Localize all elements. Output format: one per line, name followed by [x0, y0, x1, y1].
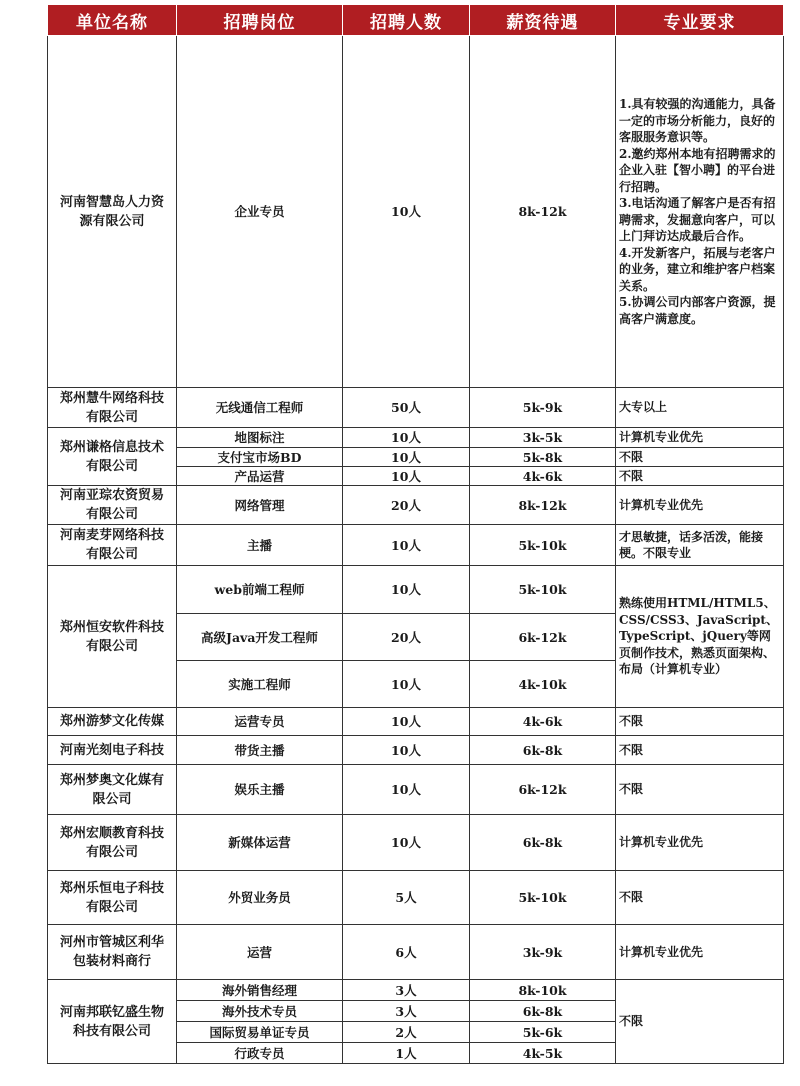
requirement: 熟练使用HTML/HTML5、CSS/CSS3、JavaScript、TypeScript、jQuery等网页制作技术，熟悉页面架构、布局（计算机专业） — [616, 566, 784, 708]
hire-count: 10人 — [343, 765, 470, 815]
company-name: 河南智慧岛人力资源有限公司 — [48, 36, 177, 388]
requirement: 计算机专业优先 — [616, 815, 784, 871]
hire-count: 6人 — [343, 925, 470, 980]
table-row — [48, 428, 784, 448]
table-row — [48, 765, 784, 815]
salary: 3k-9k — [470, 925, 616, 980]
hire-count: 10人 — [343, 815, 470, 871]
salary: 4k-6k — [470, 708, 616, 736]
table-row — [48, 486, 784, 525]
requirement: 不限 — [616, 708, 784, 736]
company-name: 郑州慧牛网络科技有限公司 — [48, 388, 177, 428]
requirement: 不限 — [616, 765, 784, 815]
hire-count: 10人 — [343, 448, 470, 467]
hire-count: 2人 — [343, 1022, 470, 1043]
hire-count: 10人 — [343, 525, 470, 566]
recruitment-table — [47, 4, 784, 1064]
position-title: 带货主播 — [177, 736, 343, 765]
position-title: 国际贸易单证专员 — [177, 1022, 343, 1043]
position-title: 支付宝市场BD — [177, 448, 343, 467]
salary: 5k-10k — [470, 525, 616, 566]
company-name: 河南亚琮农资贸易有限公司 — [48, 486, 177, 525]
company-name: 郑州恒安软件科技有限公司 — [48, 566, 177, 708]
position-title: 产品运营 — [177, 467, 343, 486]
salary: 4k-10k — [470, 661, 616, 708]
company-name: 河州市管城区利华包装材料商行 — [48, 925, 177, 980]
position-title: 主播 — [177, 525, 343, 566]
table-row — [48, 525, 784, 566]
table-row — [48, 871, 784, 925]
salary: 4k-6k — [470, 467, 616, 486]
salary: 8k-10k — [470, 980, 616, 1001]
hire-count: 10人 — [343, 661, 470, 708]
requirement-item: 3.电话沟通了解客户是否有招聘需求，发掘意向客户，可以上门拜访达成最后合作。 — [619, 196, 776, 243]
requirement: 计算机专业优先 — [616, 428, 784, 448]
table-row — [48, 388, 784, 428]
salary: 6k-8k — [470, 815, 616, 871]
hire-count: 10人 — [343, 566, 470, 614]
position-title: 海外技术专员 — [177, 1001, 343, 1022]
requirement-item: 4.开发新客户，拓展与老客户的业务，建立和维护客户档案关系。 — [619, 245, 776, 293]
position-title: 娱乐主播 — [177, 765, 343, 815]
company-name: 郑州梦奥文化媒有限公司 — [48, 765, 177, 815]
salary: 6k-8k — [470, 736, 616, 765]
position-title: 新媒体运营 — [177, 815, 343, 871]
position-title: 实施工程师 — [177, 661, 343, 708]
hire-count: 1人 — [343, 1043, 470, 1064]
header-company: 单位名称 — [48, 5, 177, 36]
table-row — [48, 36, 784, 388]
salary: 6k-12k — [470, 765, 616, 815]
company-name: 河南邦联钇盛生物科技有限公司 — [48, 980, 177, 1064]
company-name: 郑州乐恒电子科技有限公司 — [48, 871, 177, 925]
hire-count: 3人 — [343, 1001, 470, 1022]
hire-count: 10人 — [343, 428, 470, 448]
table-row — [48, 925, 784, 980]
hire-count: 20人 — [343, 486, 470, 525]
salary: 8k-12k — [470, 36, 616, 388]
header-position: 招聘岗位 — [177, 5, 343, 36]
salary: 5k-9k — [470, 388, 616, 428]
salary: 4k-5k — [470, 1043, 616, 1064]
position-title: 外贸业务员 — [177, 871, 343, 925]
position-title: 地图标注 — [177, 428, 343, 448]
requirement-list — [616, 36, 784, 388]
requirement-item: 1.具有较强的沟通能力，具备一定的市场分析能力，良好的客服服务意识等。 — [619, 97, 776, 144]
table-row — [48, 980, 784, 1001]
header-salary: 薪资待遇 — [470, 5, 616, 36]
company-name: 郑州宏顺教育科技有限公司 — [48, 815, 177, 871]
requirement: 不限 — [616, 736, 784, 765]
position-title: 运营专员 — [177, 708, 343, 736]
header-row — [48, 5, 784, 36]
requirement-item: 2.邀约郑州本地有招聘需求的企业入驻【智小聘】的平台进行招聘。 — [619, 146, 776, 194]
requirement: 计算机专业优先 — [616, 925, 784, 980]
position-title: 海外销售经理 — [177, 980, 343, 1001]
hire-count: 10人 — [343, 36, 470, 388]
table-row — [48, 736, 784, 765]
requirement: 不限 — [616, 467, 784, 486]
header-requirement: 专业要求 — [616, 5, 784, 36]
table-row — [48, 566, 784, 614]
company-name: 郑州游梦文化传媒 — [48, 708, 177, 736]
salary: 5k-10k — [470, 871, 616, 925]
table-row — [48, 708, 784, 736]
header-count: 招聘人数 — [343, 5, 470, 36]
position-title: 高级Java开发工程师 — [177, 614, 343, 661]
salary: 5k-6k — [470, 1022, 616, 1043]
salary: 6k-8k — [470, 1001, 616, 1022]
salary: 5k-10k — [470, 566, 616, 614]
hire-count: 10人 — [343, 467, 470, 486]
salary: 8k-12k — [470, 486, 616, 525]
requirement: 计算机专业优先 — [616, 486, 784, 525]
company-name: 河南光刻电子科技 — [48, 736, 177, 765]
requirement: 大专以上 — [616, 388, 784, 428]
hire-count: 10人 — [343, 708, 470, 736]
position-title: 网络管理 — [177, 486, 343, 525]
requirement: 不限 — [616, 871, 784, 925]
position-title: web前端工程师 — [177, 566, 343, 614]
salary: 6k-12k — [470, 614, 616, 661]
salary: 3k-5k — [470, 428, 616, 448]
hire-count: 20人 — [343, 614, 470, 661]
requirement: 不限 — [616, 448, 784, 467]
company-name: 郑州谦格信息技术有限公司 — [48, 428, 177, 486]
position-title: 运营 — [177, 925, 343, 980]
hire-count: 5人 — [343, 871, 470, 925]
position-title: 行政专员 — [177, 1043, 343, 1064]
requirement: 不限 — [616, 980, 784, 1064]
company-name: 河南麦芽网络科技有限公司 — [48, 525, 177, 566]
position-title: 企业专员 — [177, 36, 343, 388]
requirement: 才思敏捷，话多活泼，能接梗。不限专业 — [616, 525, 784, 566]
requirement-item: 5.协调公司内部客户资源，提高客户满意度。 — [619, 295, 776, 326]
position-title: 无线通信工程师 — [177, 388, 343, 428]
hire-count: 50人 — [343, 388, 470, 428]
table-row — [48, 815, 784, 871]
hire-count: 3人 — [343, 980, 470, 1001]
hire-count: 10人 — [343, 736, 470, 765]
salary: 5k-8k — [470, 448, 616, 467]
